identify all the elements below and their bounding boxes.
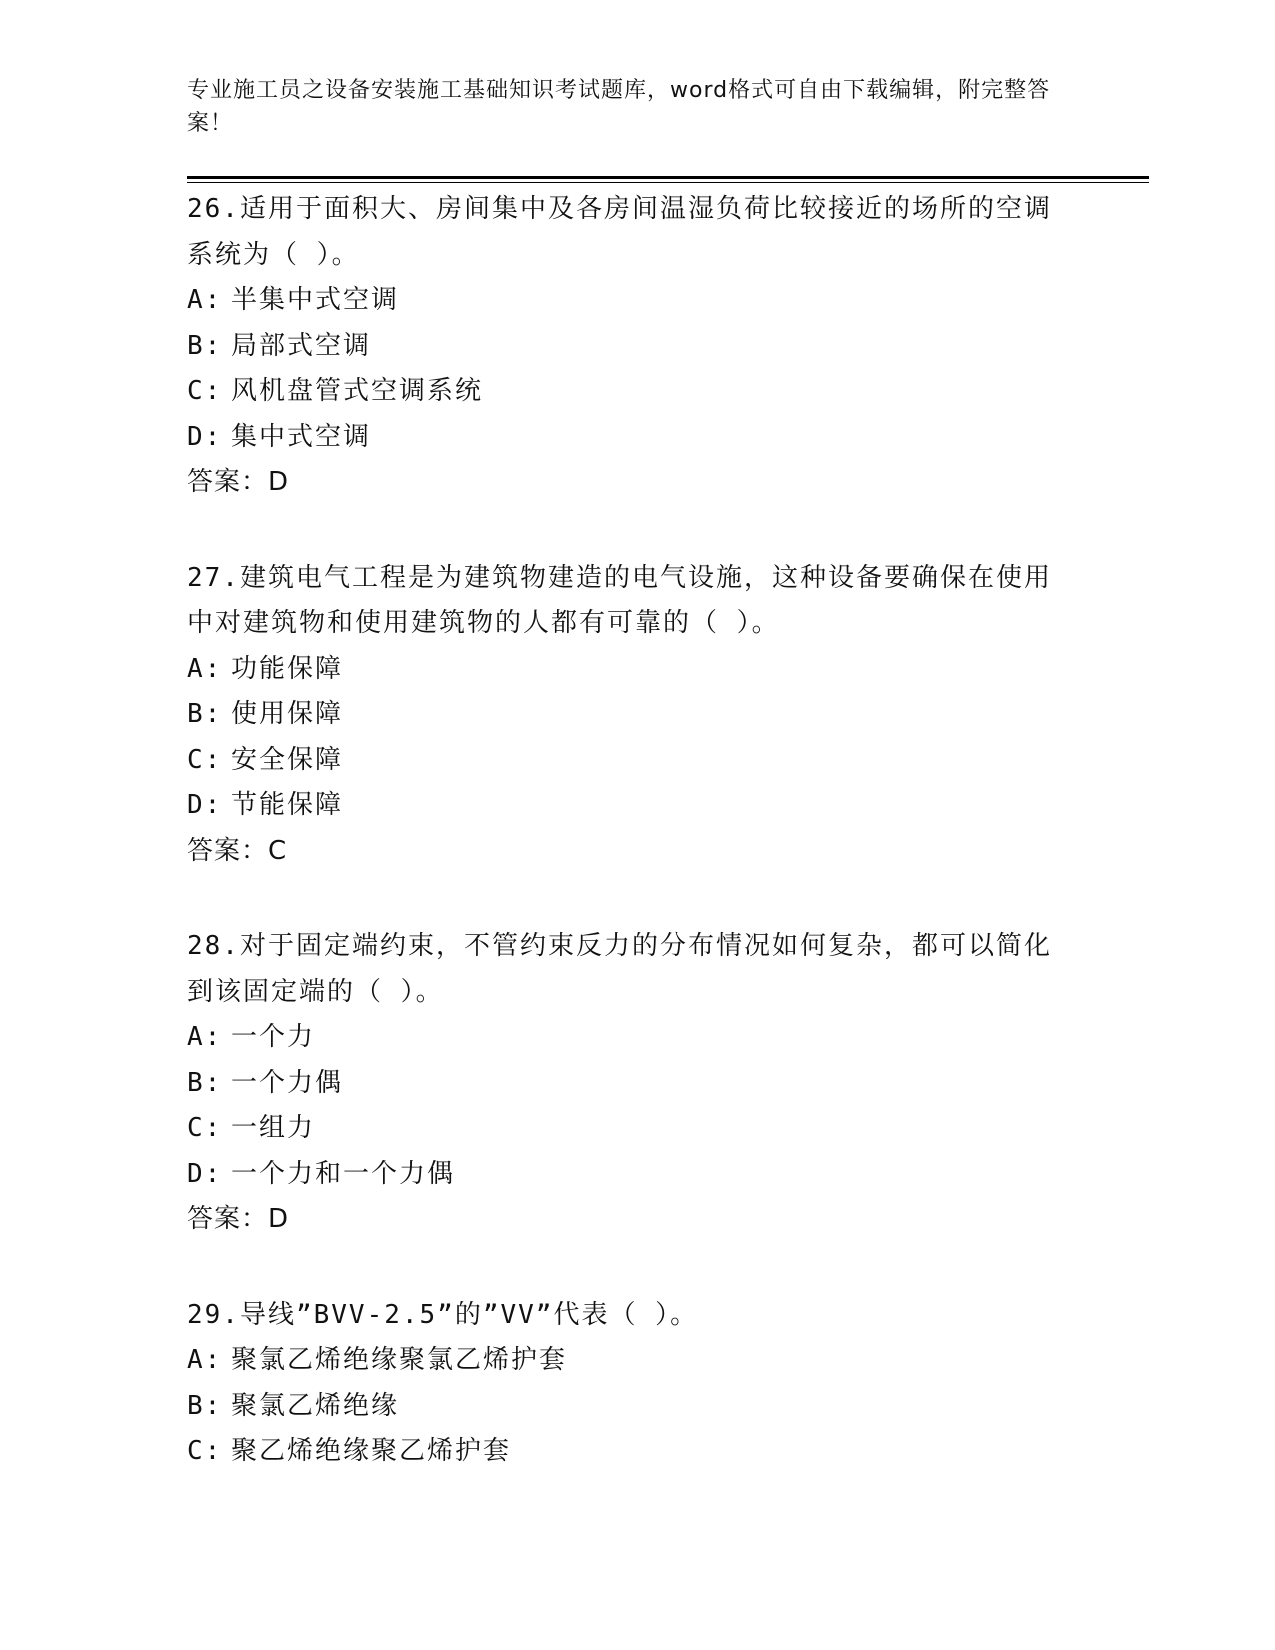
option-letter: A: bbox=[187, 1345, 223, 1375]
option-a bbox=[187, 1015, 1067, 1061]
option-letter: A: bbox=[187, 653, 223, 684]
option-text: 安全保障 bbox=[231, 744, 344, 775]
option-letter: D: bbox=[187, 1158, 223, 1189]
answer-line: 答案：D bbox=[187, 467, 290, 497]
option-c bbox=[187, 1106, 1067, 1152]
option-b bbox=[187, 324, 1067, 370]
option-letter: C: bbox=[187, 1436, 223, 1466]
question-list bbox=[187, 187, 1067, 1525]
question-26 bbox=[187, 187, 1067, 506]
option-letter: C: bbox=[187, 376, 223, 406]
header-divider-thick bbox=[187, 176, 1149, 179]
option-a bbox=[187, 1338, 1067, 1384]
option-text: 聚氯乙烯绝缘 bbox=[231, 1390, 400, 1421]
option-letter: B: bbox=[187, 330, 223, 361]
option-letter: C: bbox=[187, 1113, 223, 1143]
option-text: 集中式空调 bbox=[231, 421, 372, 452]
option-b bbox=[187, 692, 1067, 738]
option-letter: B: bbox=[187, 1067, 223, 1098]
option-c bbox=[187, 369, 1067, 415]
option-letter: D: bbox=[187, 790, 223, 820]
option-text: 一个力偶 bbox=[231, 1067, 344, 1098]
question-stem: 29.导线”BVV-2.5”的”VV”代表（ ）。 bbox=[187, 1299, 699, 1330]
document-title: 专业施工员之设备安装施工基础知识考试题库，word格式可自由下载编辑，附完整答案！ bbox=[187, 78, 1051, 136]
option-d bbox=[187, 1152, 1067, 1198]
document-header bbox=[187, 74, 1067, 140]
header-divider-thin bbox=[187, 182, 1149, 183]
question-stem: 26.适用于面积大、房间集中及各房间温湿负荷比较接近的场所的空调系统为（ ）。 bbox=[187, 194, 1052, 270]
question-28 bbox=[187, 924, 1067, 1243]
option-text: 聚乙烯绝缘聚乙烯护套 bbox=[231, 1436, 512, 1466]
option-letter: D: bbox=[187, 421, 223, 452]
option-text: 节能保障 bbox=[231, 790, 344, 820]
option-d bbox=[187, 783, 1067, 829]
option-b bbox=[187, 1384, 1067, 1430]
option-letter: A: bbox=[187, 1022, 223, 1052]
option-text: 功能保障 bbox=[231, 653, 344, 684]
option-d bbox=[187, 415, 1067, 461]
option-text: 聚氯乙烯绝缘聚氯乙烯护套 bbox=[231, 1345, 568, 1375]
option-a bbox=[187, 647, 1067, 693]
option-text: 一组力 bbox=[231, 1113, 316, 1143]
option-letter: C: bbox=[187, 744, 223, 775]
option-letter: B: bbox=[187, 699, 223, 729]
option-text: 风机盘管式空调系统 bbox=[231, 376, 484, 406]
option-letter: A: bbox=[187, 285, 223, 315]
option-text: 一个力和一个力偶 bbox=[231, 1158, 456, 1189]
answer-line: 答案：C bbox=[187, 835, 288, 866]
question-27 bbox=[187, 556, 1067, 875]
option-c bbox=[187, 738, 1067, 784]
question-stem: 28.对于固定端约束，不管约束反力的分布情况如何复杂，都可以简化到该固定端的（ ）。 bbox=[187, 931, 1052, 1007]
option-text: 一个力 bbox=[231, 1022, 316, 1052]
option-a bbox=[187, 278, 1067, 324]
option-text: 半集中式空调 bbox=[231, 285, 400, 315]
option-b bbox=[187, 1061, 1067, 1107]
option-text: 局部式空调 bbox=[231, 330, 372, 361]
option-text: 使用保障 bbox=[231, 699, 344, 729]
option-c bbox=[187, 1429, 1067, 1475]
question-29 bbox=[187, 1293, 1067, 1475]
question-stem: 27.建筑电气工程是为建筑物建造的电气设施，这种设备要确保在使用中对建筑物和使用建筑物的人都有可靠的（ ）。 bbox=[187, 562, 1052, 638]
option-letter: B: bbox=[187, 1390, 223, 1421]
answer-line: 答案：D bbox=[187, 1204, 290, 1234]
